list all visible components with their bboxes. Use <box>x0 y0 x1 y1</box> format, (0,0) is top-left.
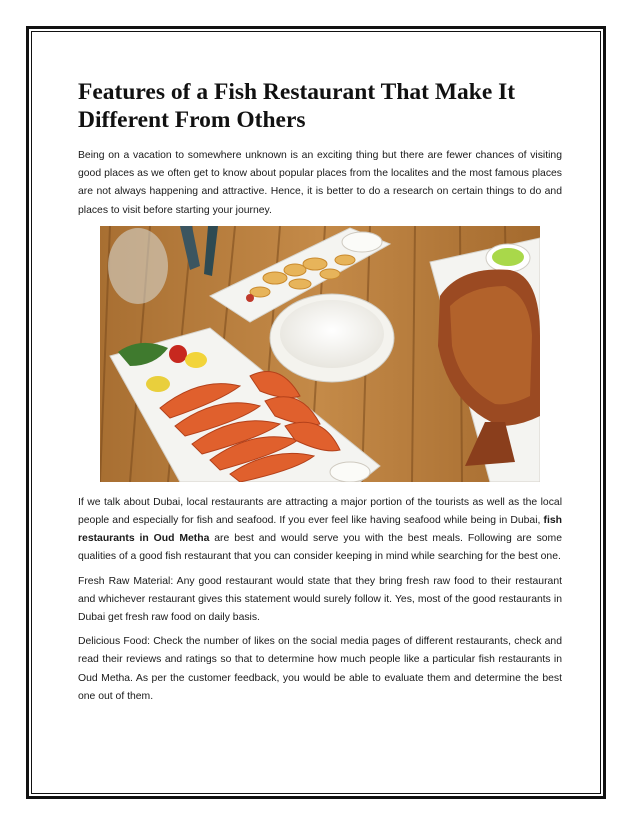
intro-paragraph: Being on a vacation to somewhere unknown is an exciting thing but there are fewer chances of visiting good places as we often get to know about popular places from the localites and the most famous places are not always happening and attractive. Hence, it is better to do a research on certain things to do and places to visit before starting your journey. <box>78 150 562 216</box>
dubai-text-start: If we talk about Dubai, local restaurants are attracting a major portion of the tourists as well as the local people and especially for fish and seafood. If you ever feel like having seafood while being in Dubai, <box>78 496 562 527</box>
article <box>78 78 562 712</box>
dubai-text-end: are best and would serve you with the best meals. Following are some qualities of a good fish restaurant that you can consider keeping in mind while searching for the best one. <box>78 533 562 563</box>
fresh-raw-material-paragraph: Fresh Raw Material: Any good restaurant would state that they bring fresh raw food to their restaurant and whichever restaurant gives this statement would surely follow it. Yes, most of the good restaurants in Dubai get fresh raw food on daily basis. <box>78 575 562 624</box>
restaurants-link[interactable]: fish restaurants in Oud Metha <box>78 515 562 545</box>
delicious-food-paragraph: Delicious Food: Check the number of likes on the social media pages of different restaurants, check and read their reviews and ratings so that to determine how much people like a particular fish restaurants in Oud Metha. As per the customer feedback, you would be able to evaluate them and determine the best one out of them. <box>78 636 562 702</box>
glass <box>108 228 168 304</box>
dubai-paragraph <box>78 494 562 567</box>
seafood-photo <box>100 226 540 482</box>
rice-bowl <box>270 294 394 382</box>
article-title: Features of a Fish Restaurant That Make It Different From Others <box>78 79 516 133</box>
